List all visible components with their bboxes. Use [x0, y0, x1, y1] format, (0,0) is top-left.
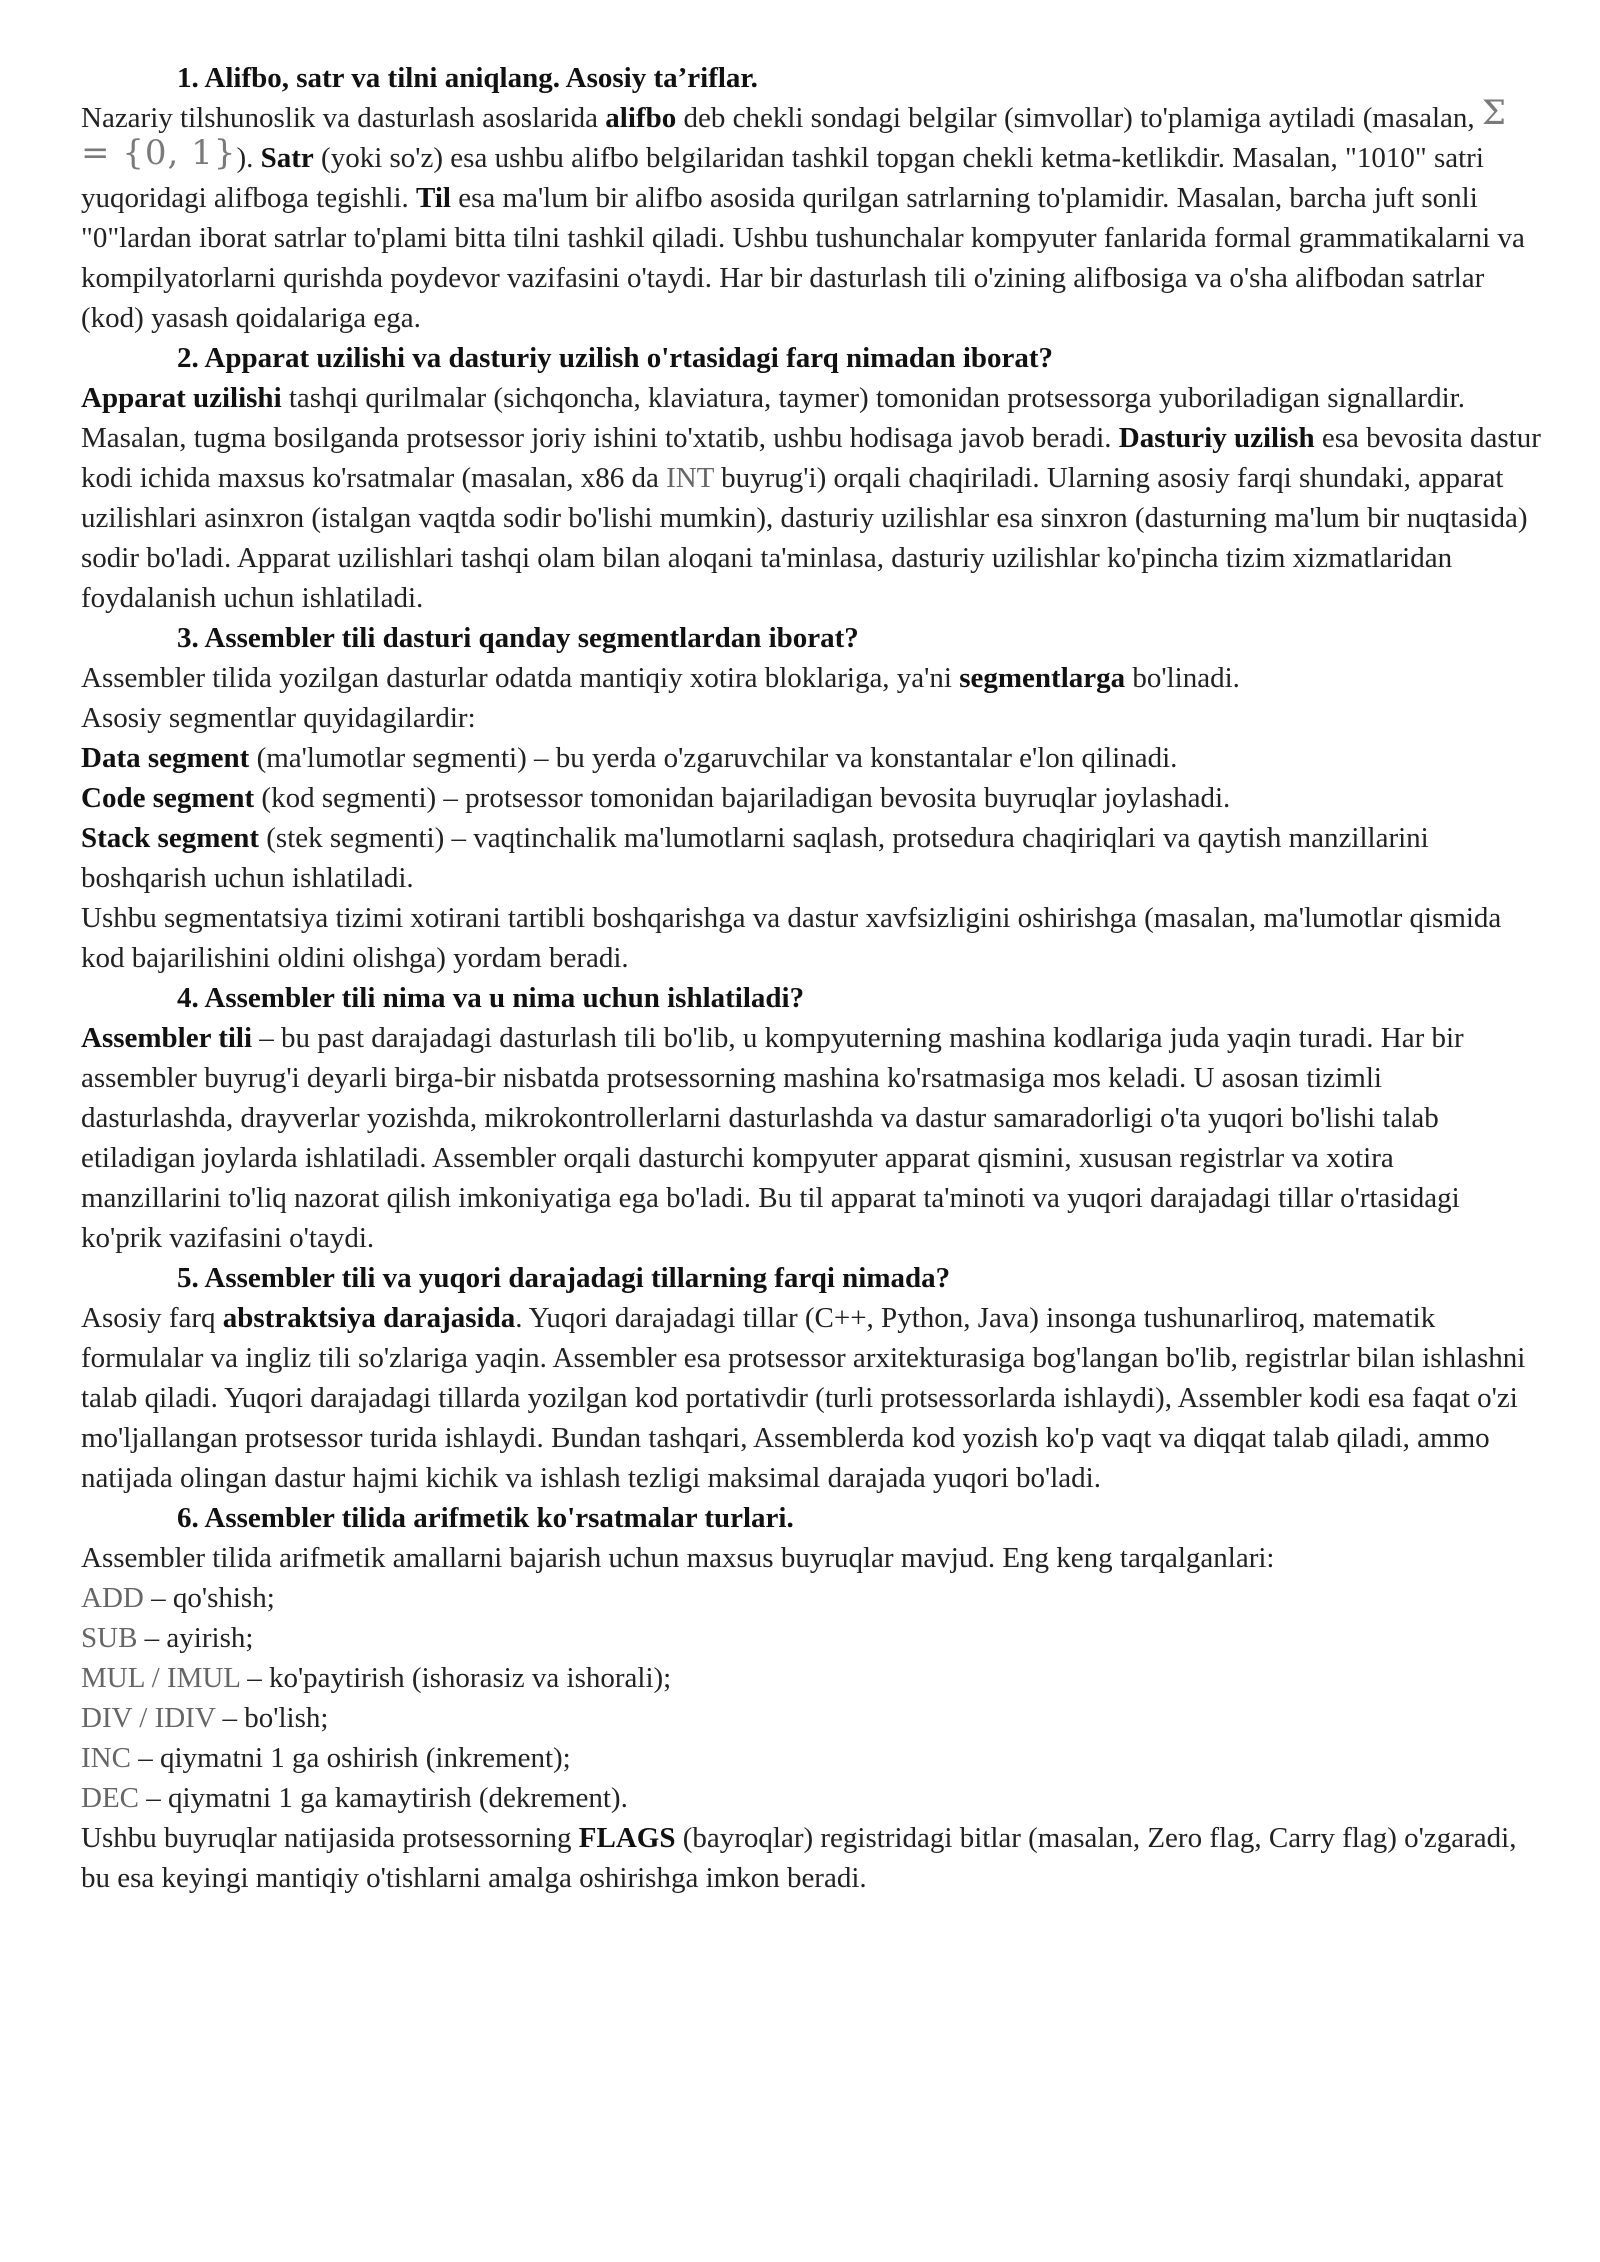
section-4-heading: 4. Assembler tili nima va u nima uchun ishlatiladi?: [177, 982, 805, 1014]
text: tashqi qurilmalar (sichqoncha, klaviatura, taymer) tomonidan protsessorga yuboriladigan signallardir. Masalan, tugma bosilganda protsessor joriy ishini to'xtatib, ushbu hodisaga javob beradi.: [81, 382, 1465, 454]
section-6-heading: 6. Assembler tilida arifmetik ko'rsatmalar turlari.: [177, 1502, 794, 1534]
instruction-name: DIV / IDIV: [81, 1702, 216, 1734]
instruction-item: [81, 1618, 1541, 1658]
text: esa bevosita dastur kodi ichida maxsus ko'rsatmalar (masalan, x86 da: [81, 422, 1541, 494]
text: (stek segmenti) – vaqtinchalik ma'lumotlarni saqlash, protsedura chaqiriqlari va qaytish manzillarini boshqarish uchun ishlatiladi.: [81, 822, 1429, 894]
term-stack-segment: Stack segment: [81, 822, 260, 854]
term-alifbo: alifbo: [605, 102, 677, 134]
section-1-paragraph: [81, 93, 1541, 338]
term-flags: FLAGS: [578, 1822, 676, 1854]
instruction-item: [81, 1698, 1541, 1738]
section-5-heading: 5. Assembler tili va yuqori darajadagi tillarning farqi nimada?: [177, 1262, 951, 1294]
section-2-paragraph: [81, 378, 1541, 618]
text: bo'linadi.: [1125, 662, 1240, 694]
document-content: [81, 58, 1541, 1898]
code-segment-item: [81, 778, 1541, 818]
term-til: Til: [416, 182, 451, 214]
text: (kod segmenti) – protsessor tomonidan bajariladigan bevosita buyruqlar joylashadi.: [254, 782, 1231, 814]
term-dasturiy-uzilish: Dasturiy uzilish: [1118, 422, 1315, 454]
text: deb chekli sondagi belgilar (simvollar) to'plamiga aytiladi (masalan,: [676, 102, 1482, 134]
section-6-conclusion: [81, 1818, 1541, 1898]
section-5-paragraph: [81, 1298, 1541, 1498]
text: . Yuqori darajadagi tillar (C++, Python, Java) insonga tushunarliroq, matematik formulalar va ingliz tili so'zlariga yaqin. Assembler esa protsessor arxitekturasiga bog'langan bo'lib, registrlar bilan ishlashni talab qiladi. Yuqori darajadagi tillarda yozilgan kod portativdir (turli protsessorlarda ishlaydi), Assembler kodi esa faqat o'zi mo'ljallangan protsessor turida ishlaydi. Bundan tashqari, Assemblerda kod yozish ko'p vaqt va diqqat talab qiladi, ammo natijada olingan dastur hajmi kichik va ishlash tezligi maksimal darajada yuqori bo'ladi.: [81, 1302, 1526, 1494]
segments-intro: Asosiy segmentlar quyidagilardir:: [81, 702, 476, 734]
text: Ushbu buyruqlar natijasida protsessorning: [81, 1822, 579, 1854]
section-2-heading: 2. Apparat uzilishi va dasturiy uzilish o'rtasidagi farq nimadan iborat?: [177, 342, 1054, 374]
term-abstraktsiya: abstraktsiya darajasida: [222, 1302, 516, 1334]
text: buyrug'i) orqali chaqiriladi. Ularning asosiy farqi shundaki, apparat uzilishlari asinxron (istalgan vaqtda sodir bo'lishi mumkin), dasturiy uzilishlar esa sinxron (dasturning ma'lum bir nuqtasida) sodir bo'ladi. Apparat uzilishlari tashqi olam bilan aloqani ta'minlasa, dasturiy uzilishlar ko'pincha tizim xizmatlaridan foydalanish uchun ishlatiladi.: [81, 462, 1528, 614]
term-assembler-tili: Assembler tili: [81, 1022, 253, 1054]
instruction-desc: – qo'shish;: [143, 1582, 275, 1614]
instruction-item: [81, 1778, 1541, 1818]
instruction-desc: – ko'paytirish (ishorasiz va ishorali);: [239, 1662, 672, 1694]
instruction-item: [81, 1738, 1541, 1778]
text: ).: [236, 142, 261, 174]
term-code-segment: Code segment: [81, 782, 255, 814]
section-6-intro: Assembler tilida arifmetik amallarni bajarish uchun maxsus buyruqlar mavjud. Eng keng tarqalganlari:: [81, 1542, 1275, 1574]
instruction-desc: – ayirish;: [137, 1622, 254, 1654]
term-apparat-uzilishi: Apparat uzilishi: [81, 382, 282, 414]
text: (bayroqlar) registridagi bitlar (masalan, Zero flag, Carry flag) o'zgaradi, bu esa keyingi mantiqiy o'tishlarni amalga oshirishga imkon beradi.: [81, 1822, 1517, 1894]
formula-image: Σ = {0, 1}: [81, 93, 1507, 173]
term-satr: Satr: [260, 142, 314, 174]
instruction-name: INC: [81, 1742, 131, 1774]
instruction-item: [81, 1578, 1541, 1618]
text: esa ma'lum bir alifbo asosida qurilgan satrlarning to'plamidir. Masalan, barcha juft sonli "0"lardan iborat satrlar to'plami bitta tilni tashkil qiladi. Ushbu tushunchalar kompyuter fanlarida formal grammatikalarni va kompilyatorlarni qurishda poydevor vazifasini o'taydi. Har bir dasturlash tili o'zining alifbosiga va o'sha alifbodan satrlar (kod) yasash qoidalariga ega.: [81, 182, 1525, 334]
text: Asosiy farq: [81, 1302, 223, 1334]
instruction-desc: – qiymatni 1 ga kamaytirish (dekrement).: [139, 1782, 628, 1814]
instruction-name: SUB: [81, 1622, 138, 1654]
text: (ma'lumotlar segmenti) – bu yerda o'zgaruvchilar va konstantalar e'lon qilinadi.: [249, 742, 1178, 774]
instruction-item: [81, 1658, 1541, 1698]
term-segmentlarga: segmentlarga: [959, 662, 1126, 694]
text: – bu past darajadagi dasturlash tili bo'lib, u kompyuterning mashina kodlariga juda yaqin turadi. Har bir assembler buyrug'i deyarli birga-bir nisbatda protsessorning mashina ko'rsatmasiga mos keladi. U asosan tizimli dasturlashda, drayverlar yozishda, mikrokontrollerlarni dasturlashda va dastur samaradorligi o'ta yuqori bo'lishi talab etiladigan joylarda ishlatiladi. Assembler orqali dasturchi kompyuter apparat qismini, xususan registrlar va xotira manzillarini to'liq nazorat qilish imkoniyatiga ega bo'ladi. Bu til apparat ta'minoti va yuqori darajadagi tillar o'rtasidagi ko'prik vazifasini o'taydi.: [81, 1022, 1464, 1254]
instruction-name: DEC: [81, 1782, 139, 1814]
section-4-paragraph: [81, 1018, 1541, 1258]
section-3-paragraph: [81, 658, 1541, 698]
stack-segment-item: [81, 818, 1541, 898]
instruction-name: ADD: [81, 1582, 144, 1614]
instruction-desc: – bo'lish;: [215, 1702, 329, 1734]
section-1-heading: 1. Alifbo, satr va tilni aniqlang. Asosiy ta’riflar.: [177, 62, 758, 94]
instruction-name: MUL / IMUL: [81, 1662, 240, 1694]
section-3-heading: 3. Assembler tili dasturi qanday segmentlardan iborat?: [177, 622, 859, 654]
text: Nazariy tilshunoslik va dasturlash asoslarida: [81, 102, 606, 134]
section-3-conclusion: Ushbu segmentatsiya tizimi xotirani tartibli boshqarishga va dastur xavfsizligini oshirishga (masalan, ma'lumotlar qismida kod bajarilishini oldini olishga) yordam beradi.: [81, 902, 1502, 974]
data-segment-item: [81, 738, 1541, 778]
code-int: INT: [666, 462, 714, 494]
term-data-segment: Data segment: [81, 742, 250, 774]
text: Assembler tilida yozilgan dasturlar odatda mantiqiy xotira bloklariga, ya'ni: [81, 662, 960, 694]
instruction-desc: – qiymatni 1 ga oshirish (inkrement);: [130, 1742, 571, 1774]
text: (yoki so'z) esa ushbu alifbo belgilaridan tashkil topgan chekli ketma-ketlikdir. Masalan, "1010" satri yuqoridagi alifboga tegishli.: [81, 142, 1484, 214]
